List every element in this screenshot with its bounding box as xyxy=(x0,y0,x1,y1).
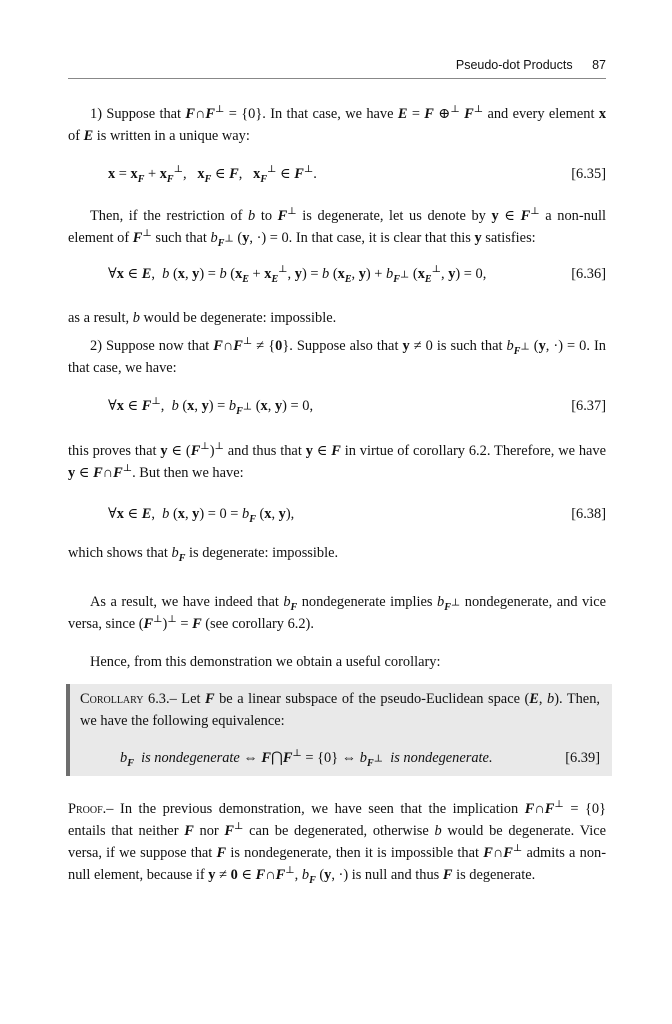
equation-number: [6.37] xyxy=(571,398,606,414)
paragraph-case-2: 2) Suppose now that F∩F⊥ ≠ {0}. Suppose also that y ≠ 0 is such that $b_{F^\perp}$ (y, ·) = 0. In that case, we have: xyxy=(68,336,606,376)
equation-6-37: ∀x ∈ F⊥, b (x, $y) = b_{F^\perp}$ (x, y) = 0, [6.37] xyxy=(108,396,606,417)
equation-6-39: $b_F$ is nondegenerate ⇔ F⋂F⊥ = {0} ⇔ $b_{F^\perp}$ is nondegenerate. [6.39] xyxy=(120,748,600,769)
paragraph-result-1: as a result, b would be degenerate: impossible. xyxy=(68,310,337,326)
equation-number: [6.35] xyxy=(571,166,606,182)
proof-label: Proof.– xyxy=(68,801,114,817)
equation-number: [6.36] xyxy=(571,266,606,282)
header-title: Pseudo-dot Products xyxy=(455,58,573,72)
proof-paragraph: Proof.– In the previous demonstration, we have seen that the implication F∩F⊥ = {0} entails that neither F nor F⊥ can be degenerated, otherwise b would be degenerate. Vice versa, if we suppose that F is nondegenerate, then it is impossible that F∩F⊥ admits a non-null element, because if y ≠ 0 ∈ F∩F⊥, $b_F$ (y, ·) is null and thus F is degenerate. xyxy=(68,799,607,886)
paragraph-case-1: 1) Suppose that F∩F⊥ = {0}. In that case, we have E = F ⊕⊥ F⊥ and every element x of E is written in a unique way: xyxy=(68,104,607,144)
page-number: 87 xyxy=(592,58,606,72)
corollary-box xyxy=(66,684,612,776)
corollary-statement: Corollary 6.3.– Let F be a linear subspace of the pseudo-Euclidean space (E, b). Then, we have the following equivalence: xyxy=(80,691,600,729)
running-header xyxy=(68,56,606,79)
equation-6-36: ∀x ∈ E, b (x, y) = b ($x_E + x_E^\perp$, y) = b ($x_E$, $y) + b_{F^\perp}$ ($x_E^\perp$, y) = 0, [6.36] xyxy=(108,264,606,285)
paragraph-hence: Hence, from this demonstration we obtain a useful corollary: xyxy=(90,654,441,670)
corollary-number: 6.3.– xyxy=(148,691,177,707)
corollary-label: Corollary xyxy=(80,691,144,707)
paragraph-proves: this proves that y ∈ (F⊥)⊥ and thus that y ∈ F in virtue of corollary 6.2. Therefore, we have y ∈ F∩F⊥. But then we have: xyxy=(68,441,607,481)
equation-number: [6.38] xyxy=(571,506,606,522)
paragraph-restriction: Then, if the restriction of b to F⊥ is degenerate, let us denote by y ∈ F⊥ a non-null element of F⊥ such that $b_{F^\perp}$ (y, ·) = 0. In that case, it is clear that this y satisfies: xyxy=(68,206,607,249)
paragraph-result-2: which shows that $b_F$ is degenerate: impossible. xyxy=(68,545,339,564)
equation-6-35: $x = x_F + x_F^\perp$, $x_F$ ∈ F, $x_F^\perp$ ∈ F⊥. [6.35] xyxy=(108,164,606,185)
paragraph-conclusion: As a result, we have indeed that $b_F$ nondegenerate implies $b_{F^\perp}$ nondegenerate, and vice versa, since (F⊥)⊥ = F (see corollary 6.2). xyxy=(68,594,607,632)
equation-6-38: ∀x ∈ E, b (x, $y) = 0 = b_F$ (x, y), [6.38] xyxy=(68,503,606,525)
equation-number: [6.39] xyxy=(565,750,600,766)
